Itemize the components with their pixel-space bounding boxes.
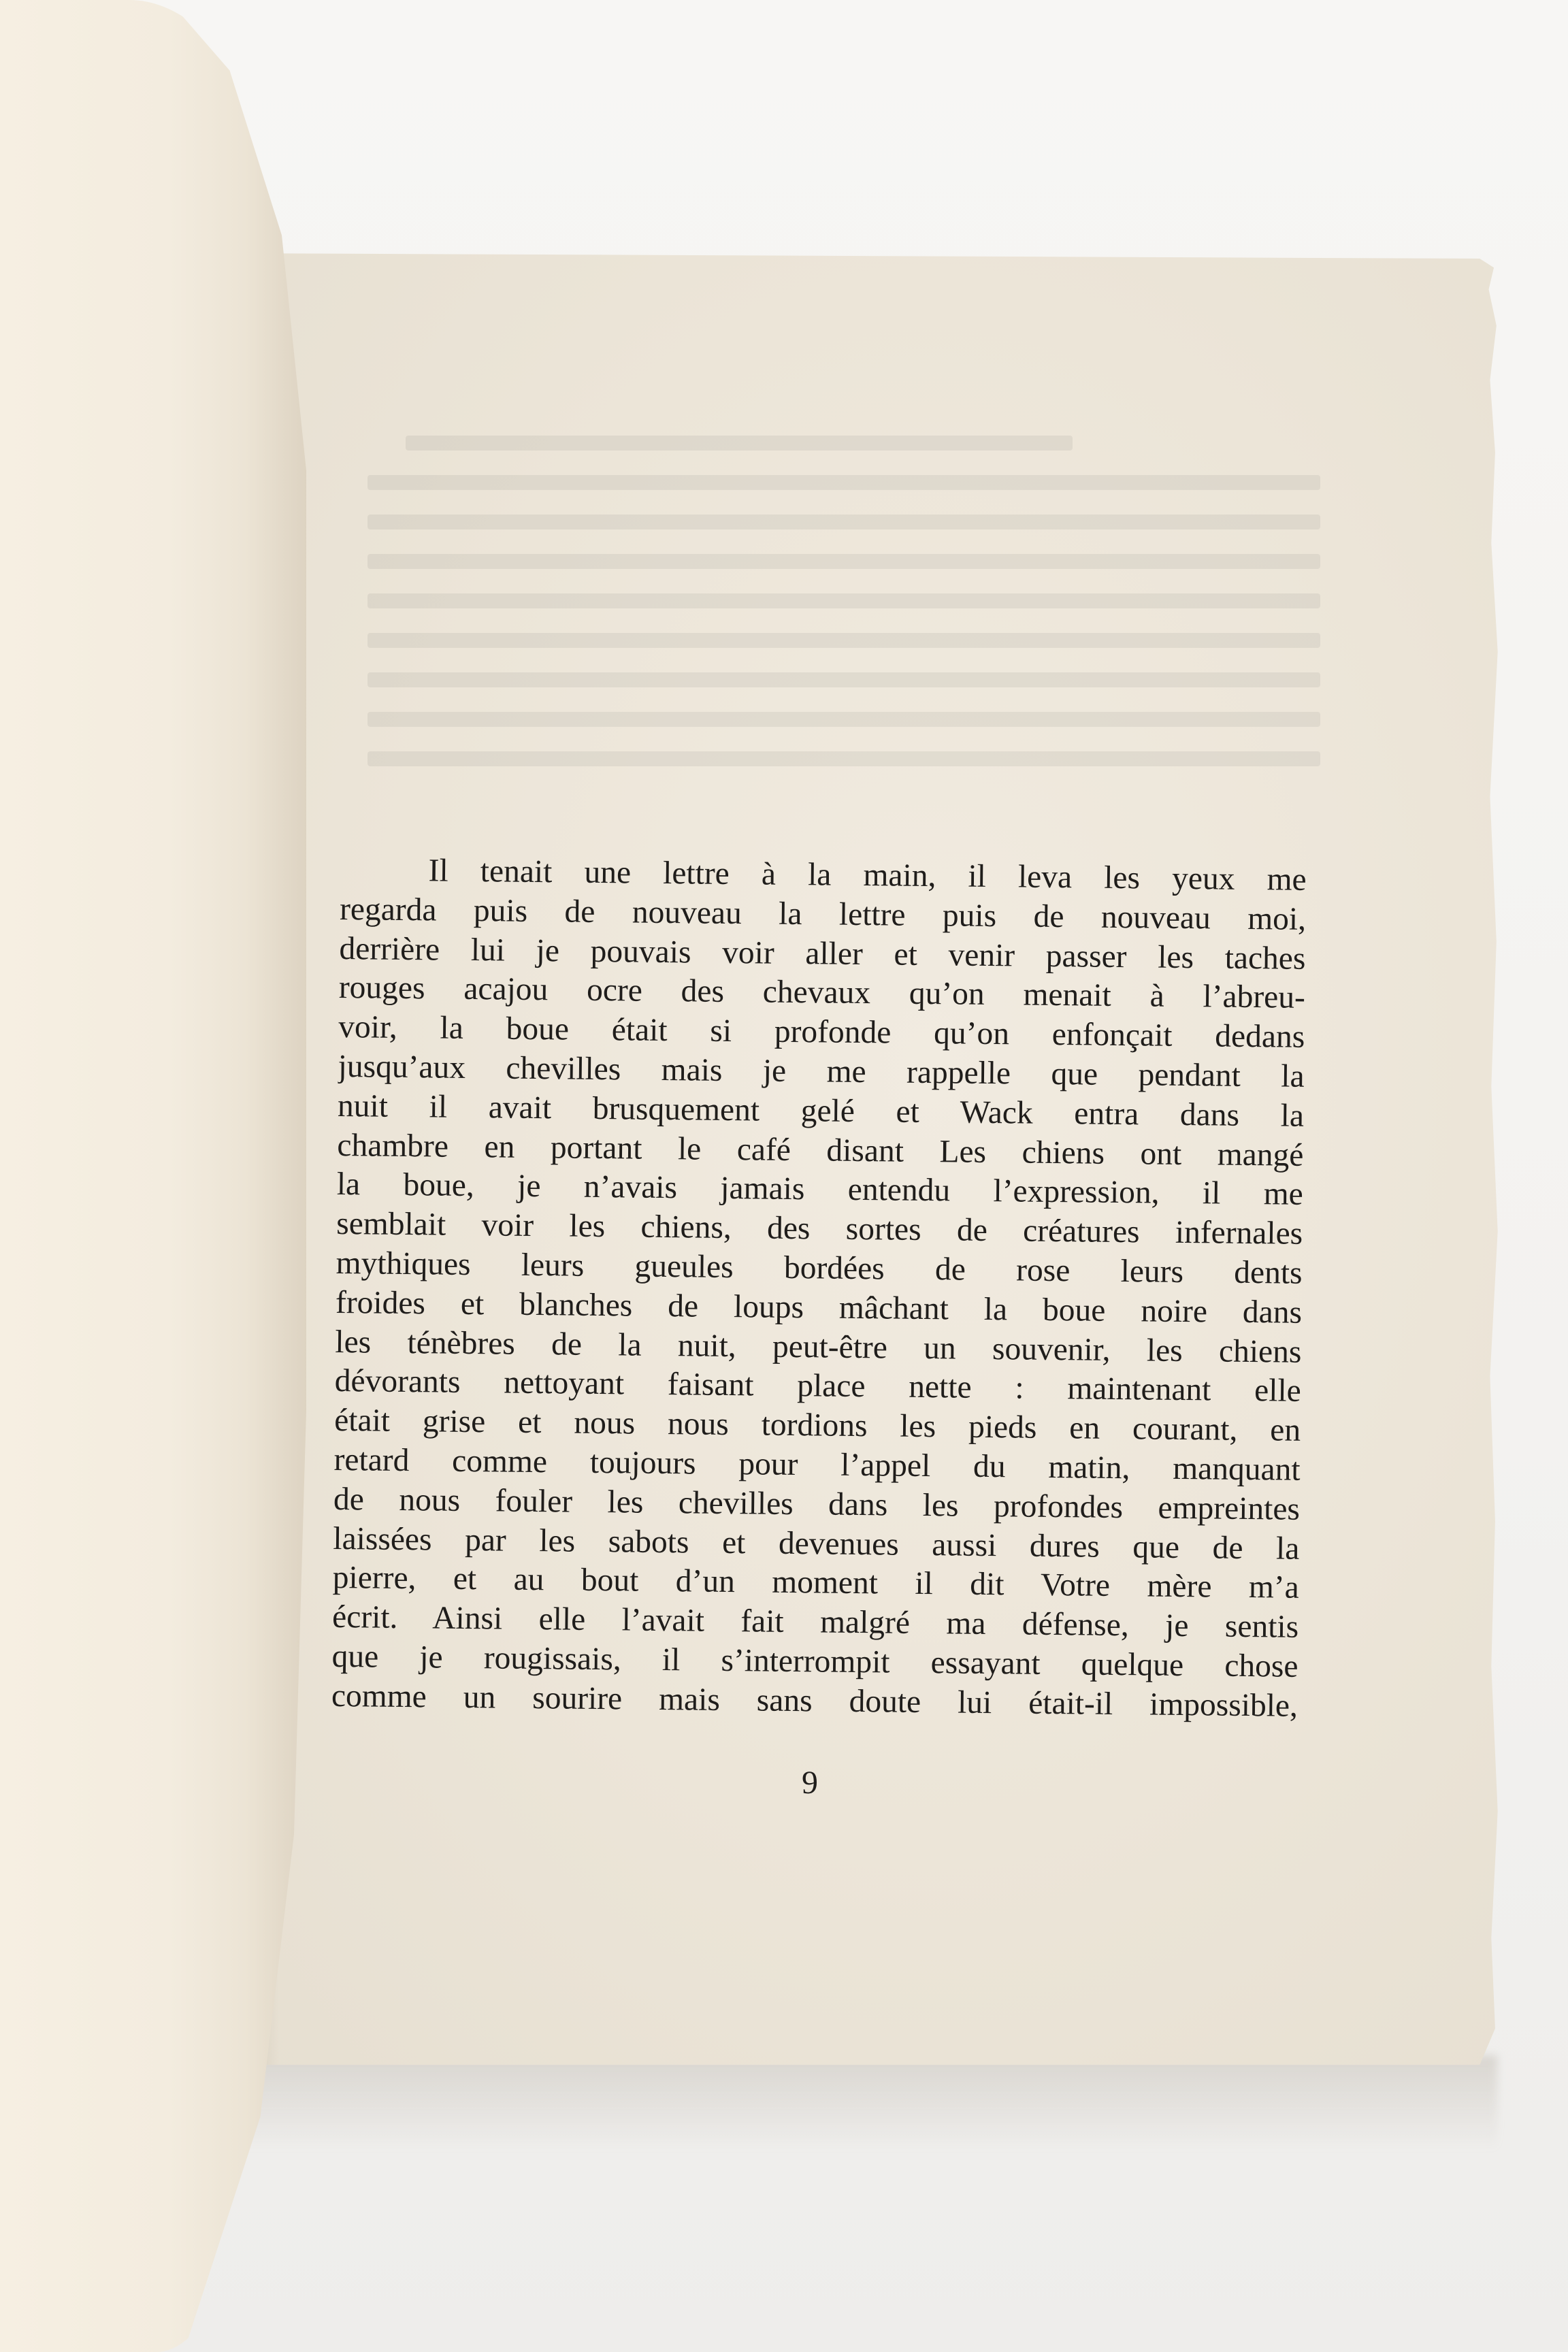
- text-line: la boue, je n’avais jamais entendu l’expression, il me: [336, 1166, 1304, 1213]
- text-line: chambre en portant le café disant Les chiens ont mangé: [337, 1127, 1304, 1173]
- text-line: jusqu’aux chevilles mais je me rappelle que pendant la: [338, 1048, 1305, 1094]
- text-line: semblait voir les chiens, des sortes de créatures infernales: [336, 1206, 1303, 1252]
- body-text: [331, 851, 1307, 1726]
- show-through-text: [368, 436, 1320, 851]
- book-page-left: [0, 0, 306, 2352]
- text-line: dévorants nettoyant faisant place nette : maintenant elle: [334, 1363, 1302, 1409]
- page-number: 9: [802, 1765, 818, 1801]
- text-line: était grise et nous nous tordions les pieds en courant, en: [333, 1403, 1301, 1448]
- text-line: pierre, et au bout d’un moment il dit Votre mère m’a: [332, 1560, 1300, 1606]
- text-line: que je rougissais, il s’interrompit essayant quelque chose: [331, 1638, 1298, 1684]
- text-line: comme un sourire mais sans doute lui était-il impossible,: [331, 1678, 1298, 1724]
- text-line: Il tenait une lettre à la main, il leva les yeux me: [428, 853, 1307, 898]
- table-shadow: [204, 2055, 1497, 2151]
- text-line: derrière lui je pouvais voir aller et venir passer les taches: [339, 930, 1306, 977]
- text-line: rouges acajou ocre des chevaux qu’on menait à l’abreu-: [338, 970, 1306, 1016]
- text-line: de nous fouler les chevilles dans les profondes empreintes: [333, 1481, 1301, 1527]
- text-line: laissées par les sabots et devenues aussi dures que de la: [333, 1520, 1300, 1567]
- text-line: mythiques leurs gueules bordées de rose leurs dents: [336, 1245, 1303, 1291]
- text-line: les ténèbres de la nuit, peut-être un souvenir, les chiens: [335, 1324, 1302, 1370]
- text-line: retard comme toujours pour l’appel du matin, manquant: [333, 1441, 1301, 1488]
- text-line: froides et blanches de loups mâchant la boue noire dans: [335, 1284, 1303, 1330]
- text-line: regarda puis de nouveau la lettre puis de nouveau moi,: [339, 891, 1307, 937]
- text-line: voir, la boue était si profonde qu’on enfonçait dedans: [338, 1009, 1305, 1056]
- text-line: écrit. Ainsi elle l’avait fait malgré ma défense, je sentis: [331, 1599, 1299, 1645]
- text-line: nuit il avait brusquement gelé et Wack entra dans la: [337, 1088, 1305, 1134]
